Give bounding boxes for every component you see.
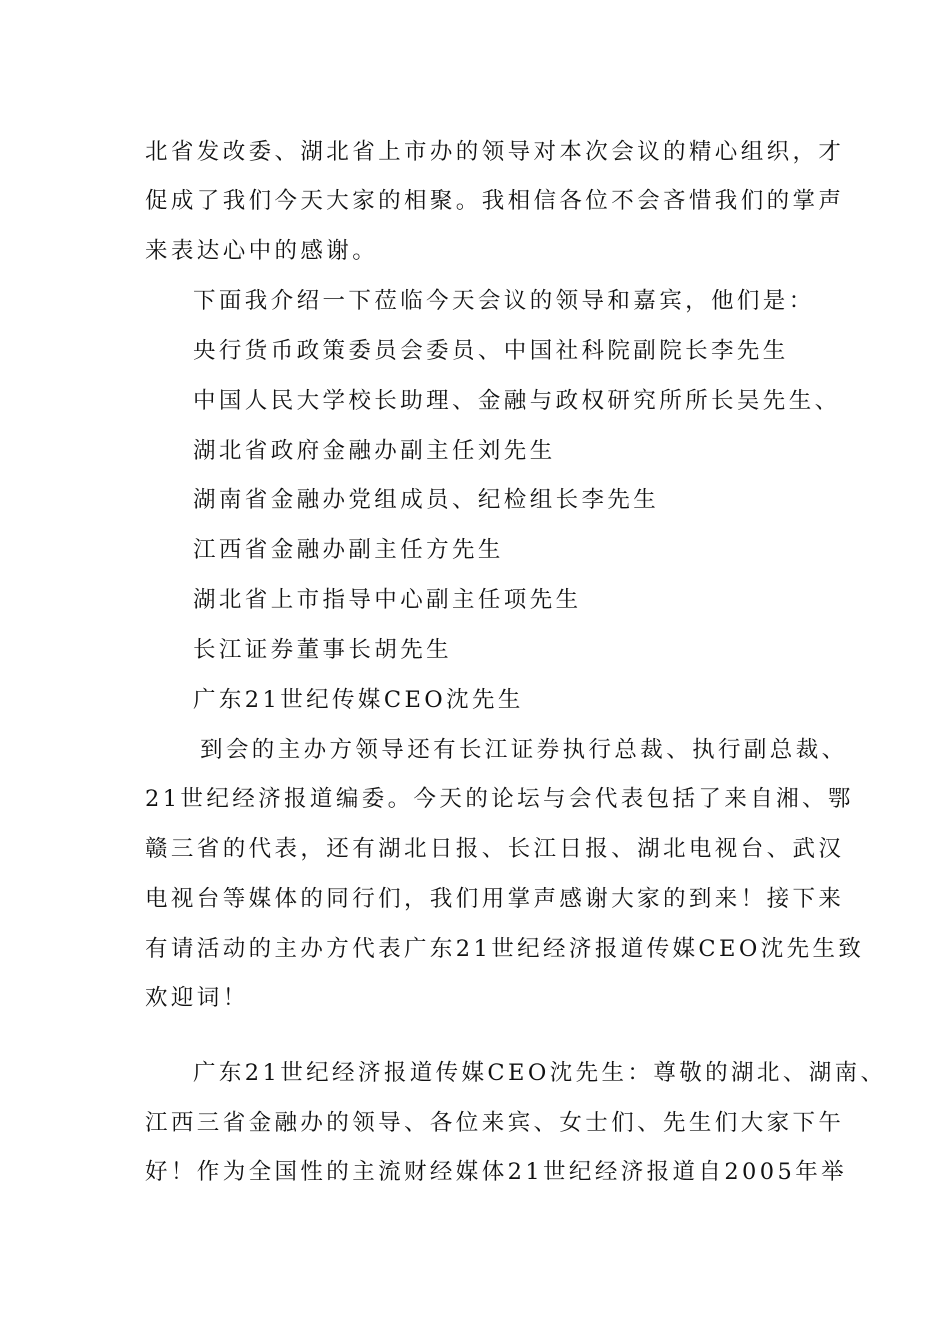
guest-line: 广东21世纪传媒CEO沈先生 [193,687,524,713]
text-line: 广东21世纪经济报道传媒CEO沈先生：尊敬的湖北、湖南、 [193,1060,887,1086]
text-line: 赣三省的代表，还有湖北日报、长江日报、湖北电视台、武汉 [145,836,845,862]
text-line: 促成了我们今天大家的相聚。我相信各位不会吝惜我们的掌声 [145,188,845,214]
text-line: 到会的主办方领导还有长江证券执行总裁、执行副总裁、 [200,737,848,763]
text-line: 有请活动的主办方代表广东21世纪经济报道传媒CEO沈先生致 [145,936,865,962]
text-line: 江西三省金融办的领导、各位来宾、女士们、先生们大家下午 [145,1110,845,1136]
guest-line: 湖南省金融办党组成员、纪检组长李先生 [193,487,660,513]
guest-line: 湖北省上市指导中心副主任项先生 [193,587,582,613]
text-line: 好！作为全国性的主流财经媒体21世纪经济报道自2005年举 [145,1159,847,1185]
text-line: 下面我介绍一下莅临今天会议的领导和嘉宾，他们是： [193,288,815,314]
guest-line: 央行货币政策委员会委员、中国社科院副院长李先生 [193,338,789,364]
guest-line: 江西省金融办副主任方先生 [193,537,504,563]
text-line: 电视台等媒体的同行们，我们用掌声感谢大家的到来！接下来 [145,886,845,912]
guest-line: 长江证券董事长胡先生 [193,637,453,663]
guest-line: 湖北省政府金融办副主任刘先生 [193,438,556,464]
text-line: 欢迎词！ [145,985,249,1011]
text-line: 来表达心中的感谢。 [145,238,379,264]
guest-line: 中国人民大学校长助理、金融与政权研究所所长吴先生、 [193,388,841,414]
text-line: 北省发改委、湖北省上市办的领导对本次会议的精心组织，才 [145,139,845,165]
text-line: 21世纪经济报道编委。今天的论坛与会代表包括了来自湘、鄂 [145,786,854,812]
